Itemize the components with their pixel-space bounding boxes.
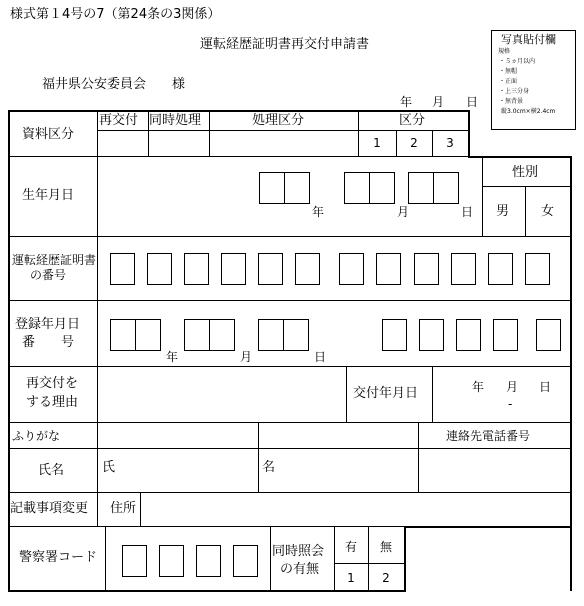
registration-number-digit-box[interactable] xyxy=(419,319,444,351)
photo-spec: ・上三分身 xyxy=(499,88,530,95)
col-category: 区分 xyxy=(399,113,426,128)
registration-day-label: 日 xyxy=(314,350,327,364)
row-label-certificate-number-line2: の番号 xyxy=(30,268,67,282)
row-label-registration-number: 番 号 xyxy=(22,335,75,350)
date-month-label: 月 xyxy=(432,95,445,109)
certificate-number-digit-box[interactable] xyxy=(221,253,246,285)
police-code-digit-box[interactable] xyxy=(159,545,184,577)
addressee: 福井県公安委員会 様 xyxy=(42,77,186,92)
phone-number-field[interactable] xyxy=(419,449,569,491)
photo-spec: 規格 xyxy=(498,48,511,55)
birth-day-digit-box[interactable] xyxy=(433,172,459,204)
registration-number-digit-box[interactable] xyxy=(536,319,561,351)
registration-day-digit-box[interactable] xyxy=(283,319,309,351)
category-option-3[interactable]: 3 xyxy=(446,136,454,150)
row-label-document-category: 資料区分 xyxy=(22,127,75,142)
given-name-label: 名 xyxy=(262,460,276,475)
birth-day-label: 日 xyxy=(461,205,474,219)
registration-month-digit-box[interactable] xyxy=(209,319,235,351)
category-option-1[interactable]: 1 xyxy=(373,136,381,150)
certificate-number-digit-box[interactable] xyxy=(414,253,439,285)
sex-label: 性別 xyxy=(512,165,539,180)
birth-year-digit-box[interactable] xyxy=(259,172,285,204)
registration-number-digit-box[interactable] xyxy=(382,319,407,351)
simultaneous-inquiry-label-line2: の有無 xyxy=(280,562,320,577)
date-year-label: 年 xyxy=(400,95,413,109)
certificate-number-digit-box[interactable] xyxy=(525,253,550,285)
issue-day-label: 日 xyxy=(539,380,552,394)
row-label-registration-date: 登録年月日 xyxy=(15,317,81,332)
row-label-name: 氏名 xyxy=(38,463,65,478)
certificate-number-digit-box[interactable] xyxy=(184,253,209,285)
date-day-label: 日 xyxy=(466,95,479,109)
address-field[interactable] xyxy=(141,493,569,525)
photo-title: 写真貼付欄 xyxy=(501,33,556,46)
sex-female-option[interactable]: 女 xyxy=(541,204,555,219)
row-label-entry-change: 記載事項変更 xyxy=(10,501,89,516)
photo-spec: ・無帽 xyxy=(499,68,518,75)
col-simultaneous-processing: 同時処理 xyxy=(149,113,202,128)
row-label-police-station-code: 警察署コード xyxy=(19,550,98,565)
inquiry-yes-option[interactable]: 1 xyxy=(347,571,355,585)
surname-label: 氏 xyxy=(102,460,116,475)
registration-month-digit-box[interactable] xyxy=(184,319,210,351)
certificate-number-digit-box[interactable] xyxy=(110,253,135,285)
issue-date-dash: - xyxy=(508,397,513,411)
category-option-2[interactable]: 2 xyxy=(410,136,418,150)
photo-spec: 縦3.0cm×横2.4cm xyxy=(501,108,556,115)
certificate-number-digit-box[interactable] xyxy=(451,253,476,285)
row-label-certificate-number: 運転経歴証明書 xyxy=(12,253,97,267)
address-label: 住所 xyxy=(110,501,137,516)
photo-spec: ・５ヵ月以内 xyxy=(499,58,536,65)
photo-area xyxy=(491,30,576,130)
certificate-number-digit-box[interactable] xyxy=(339,253,364,285)
police-code-digit-box[interactable] xyxy=(233,545,258,577)
registration-month-label: 月 xyxy=(240,350,253,364)
registration-year-label: 年 xyxy=(166,350,179,364)
form-title: 運転経歴証明書再交付申請書 xyxy=(200,37,370,52)
inquiry-no-option[interactable]: 2 xyxy=(382,571,390,585)
form-number: 様式第１4号の7（第24条の3関係） xyxy=(10,7,221,22)
certificate-number-digit-box[interactable] xyxy=(295,253,320,285)
issue-month-label: 月 xyxy=(506,380,519,394)
inquiry-no-label: 無 xyxy=(379,540,392,554)
row-label-birth-date: 生年月日 xyxy=(22,188,75,203)
birth-day-digit-box[interactable] xyxy=(408,172,434,204)
registration-year-digit-box[interactable] xyxy=(110,319,136,351)
inquiry-yes-label: 有 xyxy=(344,540,357,554)
certificate-number-digit-box[interactable] xyxy=(147,253,172,285)
certificate-number-digit-box[interactable] xyxy=(488,253,513,285)
furigana-label: ふりがな xyxy=(12,429,61,443)
photo-spec: ・無背景 xyxy=(499,98,524,105)
furigana-given-field[interactable] xyxy=(259,423,417,447)
issue-date-label: 交付年月日 xyxy=(353,386,419,401)
birth-month-digit-box[interactable] xyxy=(369,172,395,204)
certificate-number-digit-box[interactable] xyxy=(258,253,283,285)
police-code-digit-box[interactable] xyxy=(122,545,147,577)
registration-number-digit-box[interactable] xyxy=(493,319,518,351)
birth-year-digit-box[interactable] xyxy=(284,172,310,204)
phone-label: 連絡先電話番号 xyxy=(446,429,531,443)
col-processing-category: 処理区分 xyxy=(252,113,305,128)
certificate-number-digit-box[interactable] xyxy=(376,253,401,285)
reissue-reason-field[interactable] xyxy=(98,367,345,421)
row-label-reissue-reason-line2: する理由 xyxy=(26,395,79,410)
registration-year-digit-box[interactable] xyxy=(135,319,161,351)
issue-year-label: 年 xyxy=(472,380,485,394)
sex-male-option[interactable]: 男 xyxy=(496,204,510,219)
police-code-digit-box[interactable] xyxy=(196,545,221,577)
registration-number-digit-box[interactable] xyxy=(456,319,481,351)
birth-year-label: 年 xyxy=(312,205,325,219)
photo-spec: ・正面 xyxy=(499,78,518,85)
col-reissue: 再交付 xyxy=(99,113,139,128)
birth-month-digit-box[interactable] xyxy=(344,172,370,204)
birth-month-label: 月 xyxy=(397,205,410,219)
furigana-surname-field[interactable] xyxy=(98,423,257,447)
simultaneous-inquiry-label: 同時照会 xyxy=(272,544,325,559)
row-label-reissue-reason: 再交付を xyxy=(26,376,79,391)
registration-day-digit-box[interactable] xyxy=(258,319,284,351)
